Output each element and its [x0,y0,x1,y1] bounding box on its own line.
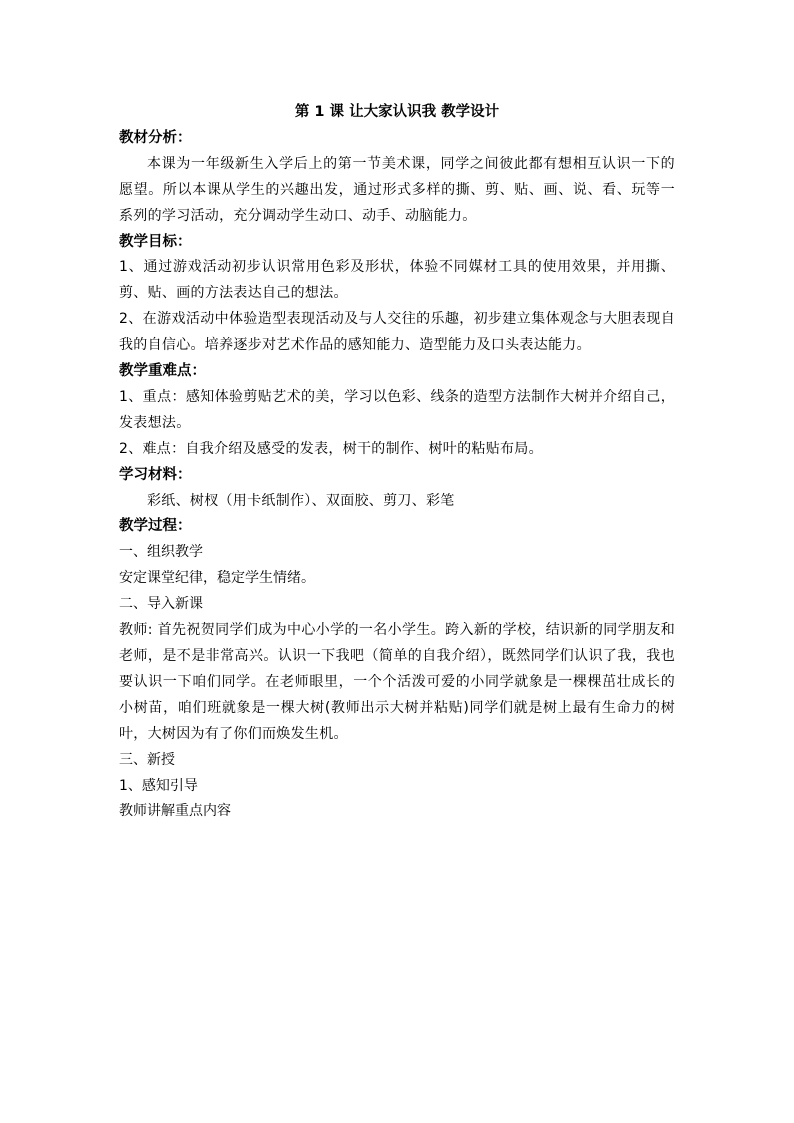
process-step2-text: 教师: 首先祝贺同学们成为中心小学的一名小学生。跨入新的学校，结识新的同学朋友和老师，是不是非常高兴。认识一下我吧（简单的自我介绍），既然同学们认识了我，我也要认识一下咱们同学。在老师眼里，一个个活泼可爱的小同学就象是一棵棵茁壮成长的小树苗，咱们班就象是一棵大树(教师出示大树并粘贴)同学们就是树上最有生命力的树叶，大树因为有了你们而焕发生机。 [119,622,675,742]
process-step1-title: 一、组织教学 [119,544,203,561]
heading-key-points: 教学重难点： [119,363,206,380]
process-step1-text: 安定课堂纪律，稳定学生情绪。 [119,570,315,587]
process-step2-title: 二、导入新课 [119,596,203,613]
objective-item-2: 2、在游戏活动中体验造型表现活动及与人交往的乐趣，初步建立集体观念与大胆表现自我的自信心。培养逐步对艺术作品的感知能力、造型能力及口头表达能力。 [119,311,675,354]
heading-learning-materials: 学习材料： [119,466,192,483]
process-step3-sub1-text: 教师讲解重点内容 [119,803,231,820]
paragraph-materials-analysis: 本课为一年级新生入学后上的第一节美术课，同学之间彼此都有想相互认识一下的愿望。所以本课从学生的兴趣出发，通过形式多样的撕、剪、贴、画、说、看、玩等一系列的学习活动，充分调动学生动口、动手、动脑能力。 [119,155,675,224]
key-point-item-2: 2、难点：自我介绍及感受的发表，树干的制作、树叶的粘贴布局。 [119,440,543,457]
heading-materials-analysis: 教材分析： [119,129,192,146]
key-point-item-1: 1、重点：感知体验剪贴艺术的美，学习以色彩、线条的造型方法制作大树并介绍自己，发表想法。 [119,388,675,431]
process-step3-title: 三、新授 [119,751,175,768]
paragraph-learning-materials: 彩纸、树杈（用卡纸制作）、双面胶、剪刀、彩笔 [147,492,455,509]
document-content [119,100,675,825]
document-title: 第 1 课 让大家认识我 教学设计 [294,104,500,120]
heading-process: 教学过程： [119,518,192,535]
objective-item-1: 1、通过游戏活动初步认识常用色彩及形状，体验不同媒材工具的使用效果，并用撕、剪、贴、画的方法表达自己的想法。 [119,259,675,302]
heading-objectives: 教学目标： [119,233,192,250]
process-step3-sub1: 1、感知引导 [119,777,198,794]
